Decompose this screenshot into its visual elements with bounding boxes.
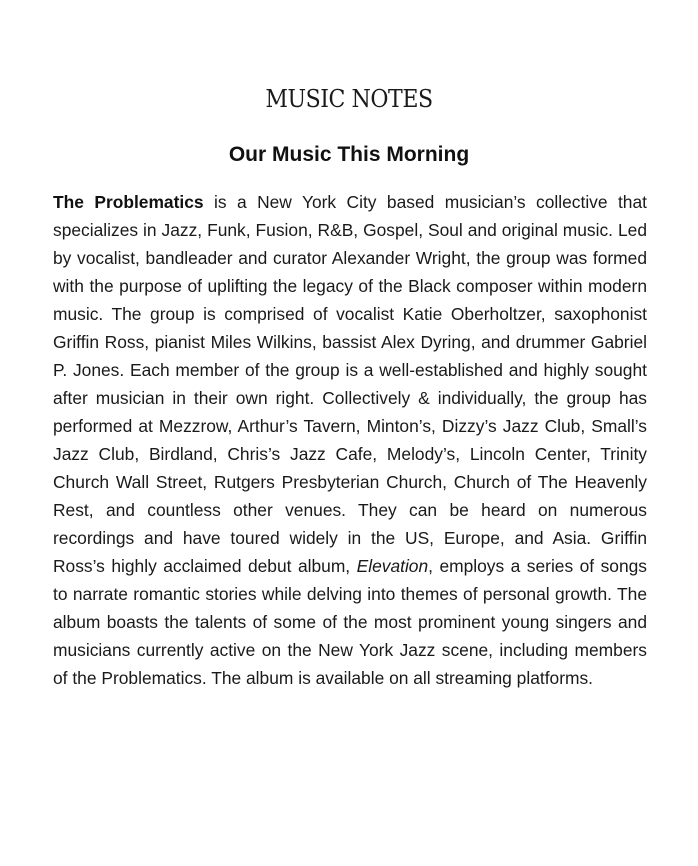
album-title: Elevation [356, 556, 429, 576]
article-body [53, 188, 647, 692]
section-heading: Our Music This Morning [228, 143, 470, 166]
article-text-part-2: , employs a series of songs to narrate romantic stories while delving into themes of personal growth. The album boasts the talents of some of the most prominent young singers and musicians currently active on the New York Jazz scene, including members of the Problematics. The album is available on all streaming platforms. [53, 556, 647, 688]
masthead-title: MUSIC NOTES [265, 85, 433, 113]
article-text-part-1: is a New York City based musician’s collective that specializes in Jazz, Funk, Fusion, R&B, Gospel, Soul and original music. Led by vocalist, bandleader and curator Alexander Wright, the group was formed with the purpose of uplifting the legacy of the Black composer within modern music. The group is comprised of vocalist Katie Oberholtzer, saxophonist Griffin Ross, pianist Miles Wilkins, bassist Alex Dyring, and drummer Gabriel P. Jones. Each member of the group is a well-established and highly sought after musician in their own right. Collectively & individually, the group has performed at Mezzrow, Arthur’s Tavern, Minton’s, Dizzy’s Jazz Club, Small’s Jazz Club, Birdland, Chris’s Jazz Cafe, Melody’s, Lincoln Center, Trinity Church Wall Street, Rutgers Presbyterian Church, Church of The Heavenly Rest, and countless other venues. They can be heard on numerous recordings and have toured widely in the US, Europe, and Asia. Griffin Ross’s highly acclaimed debut album, [53, 192, 647, 576]
group-name: The Problematics [53, 192, 204, 212]
